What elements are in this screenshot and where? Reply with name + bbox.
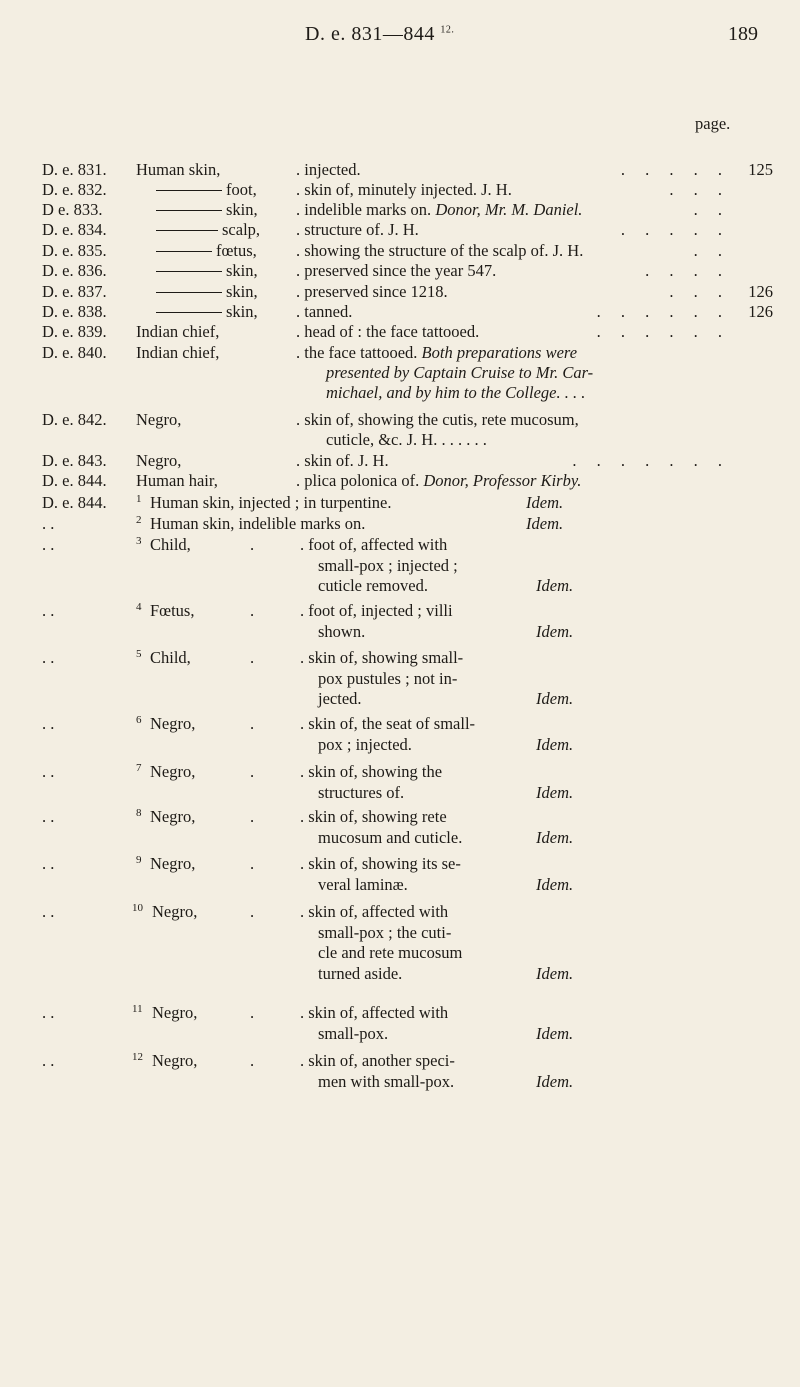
entry-continuation: michael, and by him to the College. . . . xyxy=(326,383,586,402)
entry-description: . injected. xyxy=(296,160,361,179)
leader-dots: . . . . . . xyxy=(596,322,730,341)
item-description-line: mucosum and cuticle. xyxy=(318,827,463,847)
leader-dots: . . . xyxy=(669,180,730,199)
leader-dots: . . xyxy=(693,241,730,260)
entry-subject: Indian chief, xyxy=(136,322,220,341)
page-column-label: page. xyxy=(695,114,731,133)
ditto-mark: . . xyxy=(42,1003,55,1022)
running-title: D. e. 831—844 $^{12.}$ xyxy=(305,23,455,45)
item-description-line: small-pox ; the cuti- xyxy=(318,922,452,942)
entry-subject: skin, xyxy=(226,200,258,219)
leader-dots: . . . . . xyxy=(620,160,730,179)
entry-id: D. e. 831. xyxy=(42,160,107,179)
item-dots: . xyxy=(250,1051,255,1070)
entry-id: D. e. 844. xyxy=(42,471,107,490)
ditto-mark: . . xyxy=(42,648,55,667)
item-subject: Negro, xyxy=(152,1051,198,1070)
entry-description: . the face tattooed. Both preparations were xyxy=(296,343,578,362)
entry-id: D. e. 840. xyxy=(42,343,107,362)
item-description-line: small-pox. xyxy=(318,1023,389,1043)
ditto-rule xyxy=(156,312,222,313)
item-donor: Idem. xyxy=(536,1023,574,1043)
item-subject: Negro, xyxy=(152,1003,198,1022)
item-donor: Idem. xyxy=(536,621,574,641)
item-description-line: small-pox ; injected ; xyxy=(318,555,458,575)
item-number: 3 xyxy=(136,535,142,547)
ditto-mark: . . xyxy=(42,1051,55,1070)
entry-description: . skin of, showing the cutis, rete mucosum, xyxy=(296,410,579,429)
item-subject: Human skin, indelible marks on. xyxy=(150,514,366,533)
item-description-line: cle and rete mucosum xyxy=(318,943,463,962)
item-donor: Idem. xyxy=(536,1071,574,1091)
section-id: D. e. 844. xyxy=(42,493,107,512)
leader-dots: . . . . . . xyxy=(596,302,730,321)
item-donor: Idem. xyxy=(536,734,574,754)
item-dots: . xyxy=(250,854,255,873)
leader-dots: . . . . xyxy=(645,261,730,280)
item-number: 5 xyxy=(136,648,142,660)
ditto-mark: . . xyxy=(42,762,55,781)
item-dots: . xyxy=(250,714,255,733)
item-number: 2 xyxy=(136,514,142,526)
ditto-rule xyxy=(156,271,222,272)
item-description-line: . skin of, affected with xyxy=(300,1003,449,1022)
item-description-line: turned aside. xyxy=(318,963,403,983)
item-dots: . xyxy=(250,762,255,781)
ditto-rule xyxy=(156,251,212,252)
entry-description: . head of : the face tattooed. xyxy=(296,322,480,341)
entry-id: D. e. 832. xyxy=(42,180,107,199)
item-number: 1 xyxy=(136,493,142,505)
item-number: 12 xyxy=(132,1051,143,1063)
leader-dots: . . . . . xyxy=(620,220,730,239)
entry-page: 125 xyxy=(748,160,773,179)
entry-id: D. e. 835. xyxy=(42,241,107,260)
entry-subject: Negro, xyxy=(136,410,182,429)
entry-subject: Human skin, xyxy=(136,160,221,179)
entry-description: . tanned. xyxy=(296,302,353,321)
entry-subject: skin, xyxy=(226,261,258,280)
ditto-rule xyxy=(156,230,218,231)
item-description-line: . skin of, showing small- xyxy=(300,648,464,667)
item-dots: . xyxy=(250,1003,255,1022)
entry-description: . indelible marks on. Donor, Mr. M. Daniel. xyxy=(296,200,583,219)
item-dots: . xyxy=(250,648,255,667)
item-number: 8 xyxy=(136,807,142,819)
entry-description: . skin of, minutely injected. J. H. xyxy=(296,180,512,199)
ditto-rule xyxy=(156,292,222,293)
item-description-line: . skin of, showing the xyxy=(300,762,443,781)
item-description-line: shown. xyxy=(318,621,366,641)
item-donor: Idem. xyxy=(536,782,574,802)
item-description-line: . skin of, another speci- xyxy=(300,1051,455,1070)
ditto-mark: . . xyxy=(42,714,55,733)
entry-id: D. e. 842. xyxy=(42,410,107,429)
item-description-line: . skin of, the seat of small- xyxy=(300,714,476,733)
ditto-mark: . . xyxy=(42,601,55,620)
entry-description: . showing the structure of the scalp of. J. H. xyxy=(296,241,584,260)
item-dots: . xyxy=(250,807,255,826)
entry-id: D. e. 836. xyxy=(42,261,107,280)
ditto-mark: . . xyxy=(42,854,55,873)
entry-continuation: cuticle, &c. J. H. . . . . . . xyxy=(326,430,487,449)
item-donor: Idem. xyxy=(536,576,574,595)
item-description-line: . foot of, affected with xyxy=(300,535,448,554)
item-number: 10 xyxy=(132,902,143,914)
leader-dots: . . . xyxy=(669,282,730,301)
entry-subject: Human hair, xyxy=(136,471,218,490)
entry-id: D. e. 843. xyxy=(42,451,107,470)
entry-description: . skin of. J. H. xyxy=(296,451,389,470)
ditto-mark: . . xyxy=(42,514,55,533)
item-subject: Fœtus, xyxy=(150,601,195,620)
leader-dots: . . . . . . . xyxy=(572,451,730,470)
ditto-rule xyxy=(156,210,222,211)
item-subject: Negro, xyxy=(152,902,198,921)
item-donor: Idem. xyxy=(536,874,574,894)
item-dots: . xyxy=(250,535,255,554)
entry-id: D. e. 838. xyxy=(42,302,107,321)
item-description-line: . skin of, showing its se- xyxy=(300,854,461,873)
leader-dots: . . xyxy=(693,200,730,219)
item-description-line: cuticle removed. xyxy=(318,576,428,595)
entry-description: . structure of. J. H. xyxy=(296,220,419,239)
item-subject: Negro, xyxy=(150,762,196,781)
item-description-line: structures of. xyxy=(318,782,405,802)
item-number: 11 xyxy=(132,1003,143,1015)
item-donor: Idem. xyxy=(536,689,574,708)
item-description-line: . foot of, injected ; villi xyxy=(300,601,453,620)
entry-id: D. e. 839. xyxy=(42,322,107,341)
entry-page: 126 xyxy=(748,282,773,301)
entry-description: . preserved since 1218. xyxy=(296,282,448,301)
item-donor: Idem. xyxy=(526,514,564,533)
entry-subject: foot, xyxy=(226,180,257,199)
item-description-line: veral laminæ. xyxy=(318,874,408,894)
page-header xyxy=(0,20,800,50)
entry-id: D. e. 837. xyxy=(42,282,107,301)
ditto-mark: . . xyxy=(42,807,55,826)
item-description-line: men with small-pox. xyxy=(318,1071,455,1091)
entry-description: . preserved since the year 547. xyxy=(296,261,497,280)
ditto-rule xyxy=(156,190,222,191)
ditto-mark: . . xyxy=(42,535,55,554)
item-number: 4 xyxy=(136,601,142,613)
item-subject: Child, xyxy=(150,648,191,667)
item-donor: Idem. xyxy=(536,827,574,847)
entry-subject: scalp, xyxy=(222,220,261,239)
item-dots: . xyxy=(250,601,255,620)
entry-id: D. e. 834. xyxy=(42,220,107,239)
item-subject: Negro, xyxy=(150,714,196,733)
item-dots: . xyxy=(250,902,255,921)
entry-continuation: presented by Captain Cruise to Mr. Car- xyxy=(326,363,594,382)
item-donor: Idem. xyxy=(526,493,564,512)
item-number: 9 xyxy=(136,854,142,866)
item-subject: Child, xyxy=(150,535,191,554)
entry-id: D e. 833. xyxy=(42,200,103,219)
entry-subject: Negro, xyxy=(136,451,182,470)
entry-subject: skin, xyxy=(226,302,258,321)
entry-page: 126 xyxy=(748,302,773,321)
ditto-mark: . . xyxy=(42,902,55,921)
item-donor: Idem. xyxy=(536,963,574,983)
item-description-line: jected. xyxy=(318,689,362,708)
item-subject: Negro, xyxy=(150,807,196,826)
item-subject: Negro, xyxy=(150,854,196,873)
entry-subject: Indian chief, xyxy=(136,343,220,362)
entry-description: . plica polonica of. Donor, Professor Kirby. xyxy=(296,471,582,490)
item-description-line: . skin of, showing rete xyxy=(300,807,447,826)
item-number: 7 xyxy=(136,762,142,774)
item-description-line: pox pustules ; not in- xyxy=(318,668,458,688)
entry-subject: fœtus, xyxy=(216,241,257,260)
item-description-line: pox ; injected. xyxy=(318,734,412,754)
item-description-line: . skin of, affected with xyxy=(300,902,449,921)
page-number: 189 xyxy=(728,23,758,45)
item-subject: Human skin, injected ; in turpentine. xyxy=(150,493,392,512)
entry-subject: skin, xyxy=(226,282,258,301)
item-number: 6 xyxy=(136,714,142,726)
